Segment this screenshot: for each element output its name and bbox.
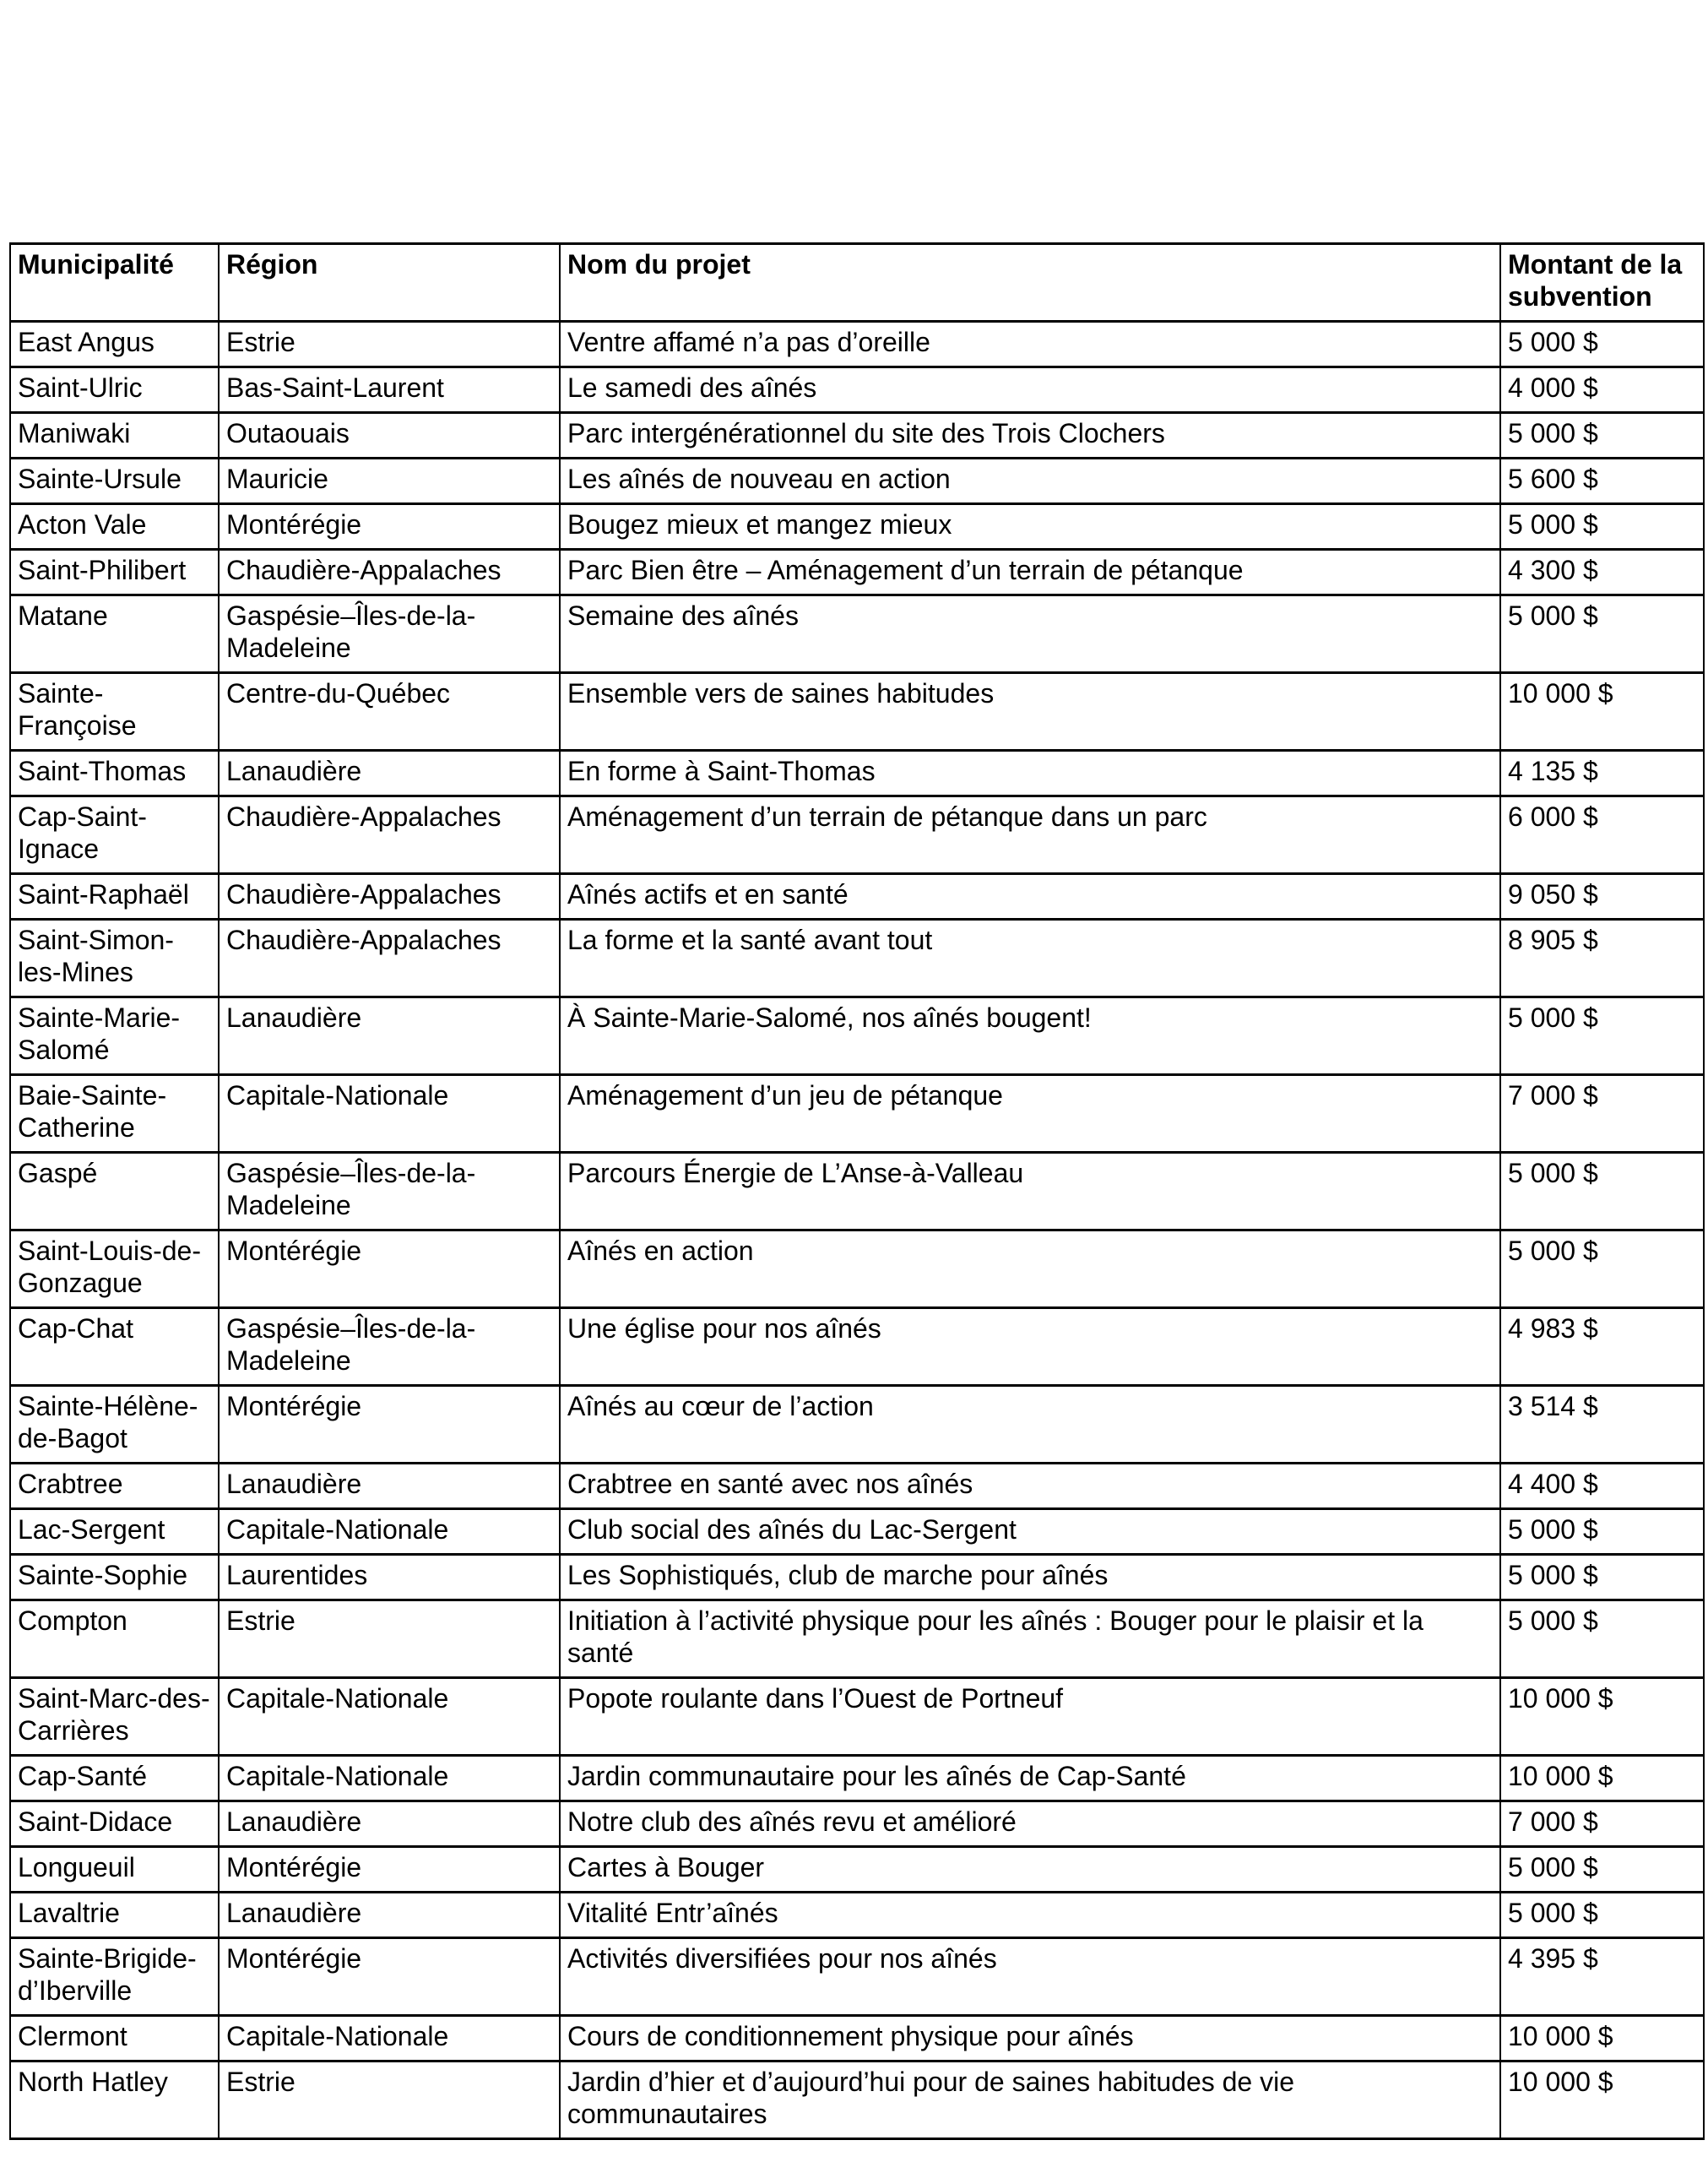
header-municipalite: Municipalité (10, 244, 219, 322)
cell-region: Lanaudière (219, 751, 560, 796)
cell-municipalite: North Hatley (10, 2062, 219, 2139)
cell-region: Montérégie (219, 1938, 560, 2016)
table-row (10, 751, 1704, 796)
cell-montant: 5 000 $ (1500, 997, 1704, 1075)
cell-montant: 5 000 $ (1500, 1230, 1704, 1308)
table-row (10, 1600, 1704, 1678)
cell-municipalite: Saint-Didace (10, 1801, 219, 1847)
table-row (10, 1075, 1704, 1153)
cell-montant: 4 300 $ (1500, 550, 1704, 595)
cell-region: Capitale-Nationale (219, 1075, 560, 1153)
cell-municipalite: Cap-Santé (10, 1756, 219, 1801)
cell-region: Estrie (219, 2062, 560, 2139)
table-row (10, 920, 1704, 997)
cell-montant: 4 135 $ (1500, 751, 1704, 796)
cell-nom-du-projet: Popote roulante dans l’Ouest de Portneuf (560, 1678, 1500, 1756)
table-row (10, 1386, 1704, 1464)
subventions-table (9, 242, 1705, 2140)
cell-montant: 5 000 $ (1500, 504, 1704, 550)
cell-municipalite: Maniwaki (10, 413, 219, 459)
table-row (10, 1153, 1704, 1230)
cell-nom-du-projet: En forme à Saint-Thomas (560, 751, 1500, 796)
cell-montant: 5 000 $ (1500, 1893, 1704, 1938)
cell-region: Lanaudière (219, 1893, 560, 1938)
cell-nom-du-projet: Aménagement d’un terrain de pétanque dans un parc (560, 796, 1500, 874)
table-row (10, 413, 1704, 459)
cell-municipalite: Saint-Simon-les-Mines (10, 920, 219, 997)
cell-montant: 5 000 $ (1500, 413, 1704, 459)
table-row (10, 550, 1704, 595)
cell-region: Capitale-Nationale (219, 2016, 560, 2062)
cell-municipalite: Sainte-Hélène-de-Bagot (10, 1386, 219, 1464)
cell-municipalite: Compton (10, 1600, 219, 1678)
cell-montant: 4 983 $ (1500, 1308, 1704, 1386)
header-row (10, 244, 1704, 322)
table-row (10, 367, 1704, 413)
cell-nom-du-projet: Jardin d’hier et d’aujourd’hui pour de saines habitudes de vie communautaires (560, 2062, 1500, 2139)
table-row (10, 1938, 1704, 2016)
cell-nom-du-projet: Aménagement d’un jeu de pétanque (560, 1075, 1500, 1153)
cell-nom-du-projet: Aînés en action (560, 1230, 1500, 1308)
cell-region: Laurentides (219, 1555, 560, 1600)
cell-municipalite: Saint-Thomas (10, 751, 219, 796)
table-row (10, 796, 1704, 874)
table-row (10, 1464, 1704, 1509)
cell-region: Estrie (219, 322, 560, 367)
header-montant-subvention: Montant de la subvention (1500, 244, 1704, 322)
cell-municipalite: Clermont (10, 2016, 219, 2062)
cell-municipalite: East Angus (10, 322, 219, 367)
header-region: Région (219, 244, 560, 322)
cell-montant: 8 905 $ (1500, 920, 1704, 997)
cell-montant: 5 000 $ (1500, 1153, 1704, 1230)
cell-region: Chaudière-Appalaches (219, 920, 560, 997)
cell-municipalite: Sainte-Marie-Salomé (10, 997, 219, 1075)
table-row (10, 1847, 1704, 1893)
cell-municipalite: Saint-Louis-de-Gonzague (10, 1230, 219, 1308)
cell-municipalite: Saint-Raphaël (10, 874, 219, 920)
table-row (10, 874, 1704, 920)
cell-montant: 7 000 $ (1500, 1075, 1704, 1153)
cell-nom-du-projet: Parcours Énergie de L’Anse-à-Valleau (560, 1153, 1500, 1230)
cell-municipalite: Sainte-Sophie (10, 1555, 219, 1600)
table-body (10, 322, 1704, 2139)
cell-nom-du-projet: Le samedi des aînés (560, 367, 1500, 413)
table-row (10, 1893, 1704, 1938)
cell-montant: 10 000 $ (1500, 673, 1704, 751)
cell-nom-du-projet: Une église pour nos aînés (560, 1308, 1500, 1386)
cell-region: Lanaudière (219, 1801, 560, 1847)
cell-montant: 5 000 $ (1500, 1509, 1704, 1555)
cell-montant: 10 000 $ (1500, 1756, 1704, 1801)
cell-montant: 5 000 $ (1500, 1847, 1704, 1893)
cell-region: Lanaudière (219, 1464, 560, 1509)
cell-montant: 5 600 $ (1500, 459, 1704, 504)
cell-nom-du-projet: Jardin communautaire pour les aînés de Cap-Santé (560, 1756, 1500, 1801)
cell-montant: 4 000 $ (1500, 367, 1704, 413)
table-row (10, 673, 1704, 751)
cell-montant: 5 000 $ (1500, 322, 1704, 367)
cell-region: Estrie (219, 1600, 560, 1678)
cell-region: Capitale-Nationale (219, 1756, 560, 1801)
cell-montant: 9 050 $ (1500, 874, 1704, 920)
cell-montant: 5 000 $ (1500, 1600, 1704, 1678)
cell-municipalite: Gaspé (10, 1153, 219, 1230)
cell-montant: 7 000 $ (1500, 1801, 1704, 1847)
cell-montant: 4 395 $ (1500, 1938, 1704, 2016)
cell-municipalite: Lavaltrie (10, 1893, 219, 1938)
cell-nom-du-projet: Semaine des aînés (560, 595, 1500, 673)
cell-nom-du-projet: Les Sophistiqués, club de marche pour aînés (560, 1555, 1500, 1600)
cell-nom-du-projet: Activités diversifiées pour nos aînés (560, 1938, 1500, 2016)
cell-nom-du-projet: Ensemble vers de saines habitudes (560, 673, 1500, 751)
cell-nom-du-projet: Aînés actifs et en santé (560, 874, 1500, 920)
cell-region: Outaouais (219, 413, 560, 459)
table-row (10, 2062, 1704, 2139)
cell-municipalite: Cap-Saint-Ignace (10, 796, 219, 874)
table-row (10, 322, 1704, 367)
cell-nom-du-projet: Bougez mieux et mangez mieux (560, 504, 1500, 550)
cell-nom-du-projet: À Sainte-Marie-Salomé, nos aînés bougent! (560, 997, 1500, 1075)
table-row (10, 2016, 1704, 2062)
cell-montant: 10 000 $ (1500, 2062, 1704, 2139)
cell-nom-du-projet: Les aînés de nouveau en action (560, 459, 1500, 504)
table-row (10, 459, 1704, 504)
cell-region: Montérégie (219, 1230, 560, 1308)
cell-region: Gaspésie–Îles-de-la-Madeleine (219, 1153, 560, 1230)
cell-region: Mauricie (219, 459, 560, 504)
cell-municipalite: Crabtree (10, 1464, 219, 1509)
cell-municipalite: Saint-Philibert (10, 550, 219, 595)
table-row (10, 1230, 1704, 1308)
cell-municipalite: Baie-Sainte-Catherine (10, 1075, 219, 1153)
cell-nom-du-projet: Notre club des aînés revu et amélioré (560, 1801, 1500, 1847)
table-row (10, 1756, 1704, 1801)
table-row (10, 595, 1704, 673)
table-row (10, 1801, 1704, 1847)
header-nom-du-projet: Nom du projet (560, 244, 1500, 322)
cell-region: Chaudière-Appalaches (219, 796, 560, 874)
cell-region: Gaspésie–Îles-de-la-Madeleine (219, 595, 560, 673)
cell-region: Montérégie (219, 504, 560, 550)
cell-region: Chaudière-Appalaches (219, 550, 560, 595)
cell-nom-du-projet: Aînés au cœur de l’action (560, 1386, 1500, 1464)
cell-region: Bas-Saint-Laurent (219, 367, 560, 413)
cell-region: Centre-du-Québec (219, 673, 560, 751)
cell-municipalite: Sainte-Ursule (10, 459, 219, 504)
cell-montant: 4 400 $ (1500, 1464, 1704, 1509)
cell-nom-du-projet: Ventre affamé n’a pas d’oreille (560, 322, 1500, 367)
cell-municipalite: Saint-Marc-des-Carrières (10, 1678, 219, 1756)
table-row (10, 1678, 1704, 1756)
cell-municipalite: Acton Vale (10, 504, 219, 550)
cell-nom-du-projet: La forme et la santé avant tout (560, 920, 1500, 997)
cell-municipalite: Lac-Sergent (10, 1509, 219, 1555)
cell-region: Montérégie (219, 1847, 560, 1893)
cell-montant: 3 514 $ (1500, 1386, 1704, 1464)
cell-nom-du-projet: Club social des aînés du Lac-Sergent (560, 1509, 1500, 1555)
cell-nom-du-projet: Parc intergénérationnel du site des Trois Clochers (560, 413, 1500, 459)
cell-nom-du-projet: Cartes à Bouger (560, 1847, 1500, 1893)
cell-region: Montérégie (219, 1386, 560, 1464)
table-row (10, 504, 1704, 550)
cell-region: Capitale-Nationale (219, 1678, 560, 1756)
cell-municipalite: Sainte-Françoise (10, 673, 219, 751)
cell-municipalite: Cap-Chat (10, 1308, 219, 1386)
cell-region: Gaspésie–Îles-de-la-Madeleine (219, 1308, 560, 1386)
cell-region: Capitale-Nationale (219, 1509, 560, 1555)
cell-region: Lanaudière (219, 997, 560, 1075)
cell-region: Chaudière-Appalaches (219, 874, 560, 920)
cell-municipalite: Saint-Ulric (10, 367, 219, 413)
cell-nom-du-projet: Cours de conditionnement physique pour aînés (560, 2016, 1500, 2062)
cell-nom-du-projet: Parc Bien être – Aménagement d’un terrain de pétanque (560, 550, 1500, 595)
cell-municipalite: Longueuil (10, 1847, 219, 1893)
cell-nom-du-projet: Crabtree en santé avec nos aînés (560, 1464, 1500, 1509)
cell-municipalite: Sainte-Brigide-d’Iberville (10, 1938, 219, 2016)
cell-municipalite: Matane (10, 595, 219, 673)
cell-montant: 6 000 $ (1500, 796, 1704, 874)
cell-montant: 10 000 $ (1500, 1678, 1704, 1756)
cell-montant: 10 000 $ (1500, 2016, 1704, 2062)
cell-montant: 5 000 $ (1500, 595, 1704, 673)
table-row (10, 1509, 1704, 1555)
table-row (10, 997, 1704, 1075)
cell-nom-du-projet: Initiation à l’activité physique pour les aînés : Bouger pour le plaisir et la santé (560, 1600, 1500, 1678)
cell-nom-du-projet: Vitalité Entr’aînés (560, 1893, 1500, 1938)
table-row (10, 1555, 1704, 1600)
cell-montant: 5 000 $ (1500, 1555, 1704, 1600)
table-row (10, 1308, 1704, 1386)
